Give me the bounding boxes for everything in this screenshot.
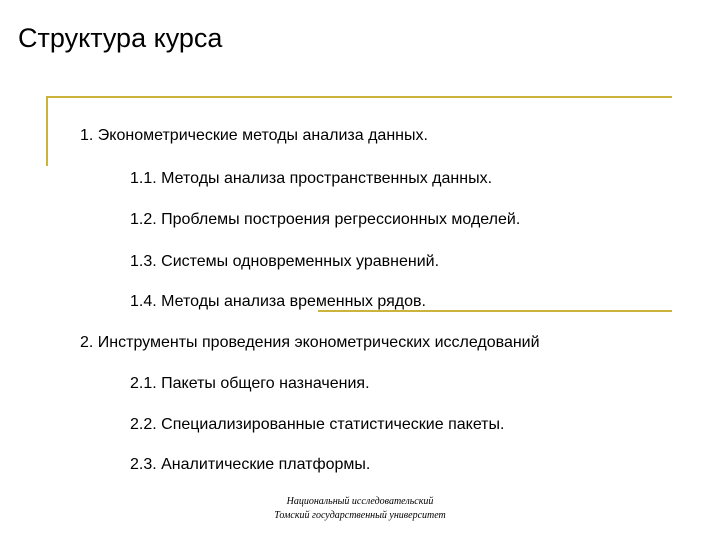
footer-line-2: Томский государственный университет: [274, 510, 446, 521]
outline-item-1-1: 1.1. Методы анализа пространственных данных.: [130, 170, 493, 187]
outline-item-1-4: 1.4. Методы анализа временных рядов.: [130, 293, 426, 310]
outline-item-2: 2. Инструменты проведения эконометрических исследований: [80, 334, 540, 351]
slide-title: Структура курса: [18, 23, 223, 53]
footer-line-1: Национальный исследовательский: [286, 496, 434, 507]
outline-item-2-3: 2.3. Аналитические платформы.: [130, 456, 371, 473]
outline-item-2-1: 2.1. Пакеты общего назначения.: [130, 375, 370, 392]
outline-item-1-2: 1.2. Проблемы построения регрессионных моделей.: [130, 211, 521, 228]
outline-item-1: 1. Эконометрические методы анализа данных.: [80, 127, 428, 144]
outline-item-2-2: 2.2. Специализированные статистические пакеты.: [130, 416, 505, 433]
outline-item-1-3: 1.3. Системы одновременных уравнений.: [130, 253, 440, 270]
footer-institution: [220, 495, 500, 523]
